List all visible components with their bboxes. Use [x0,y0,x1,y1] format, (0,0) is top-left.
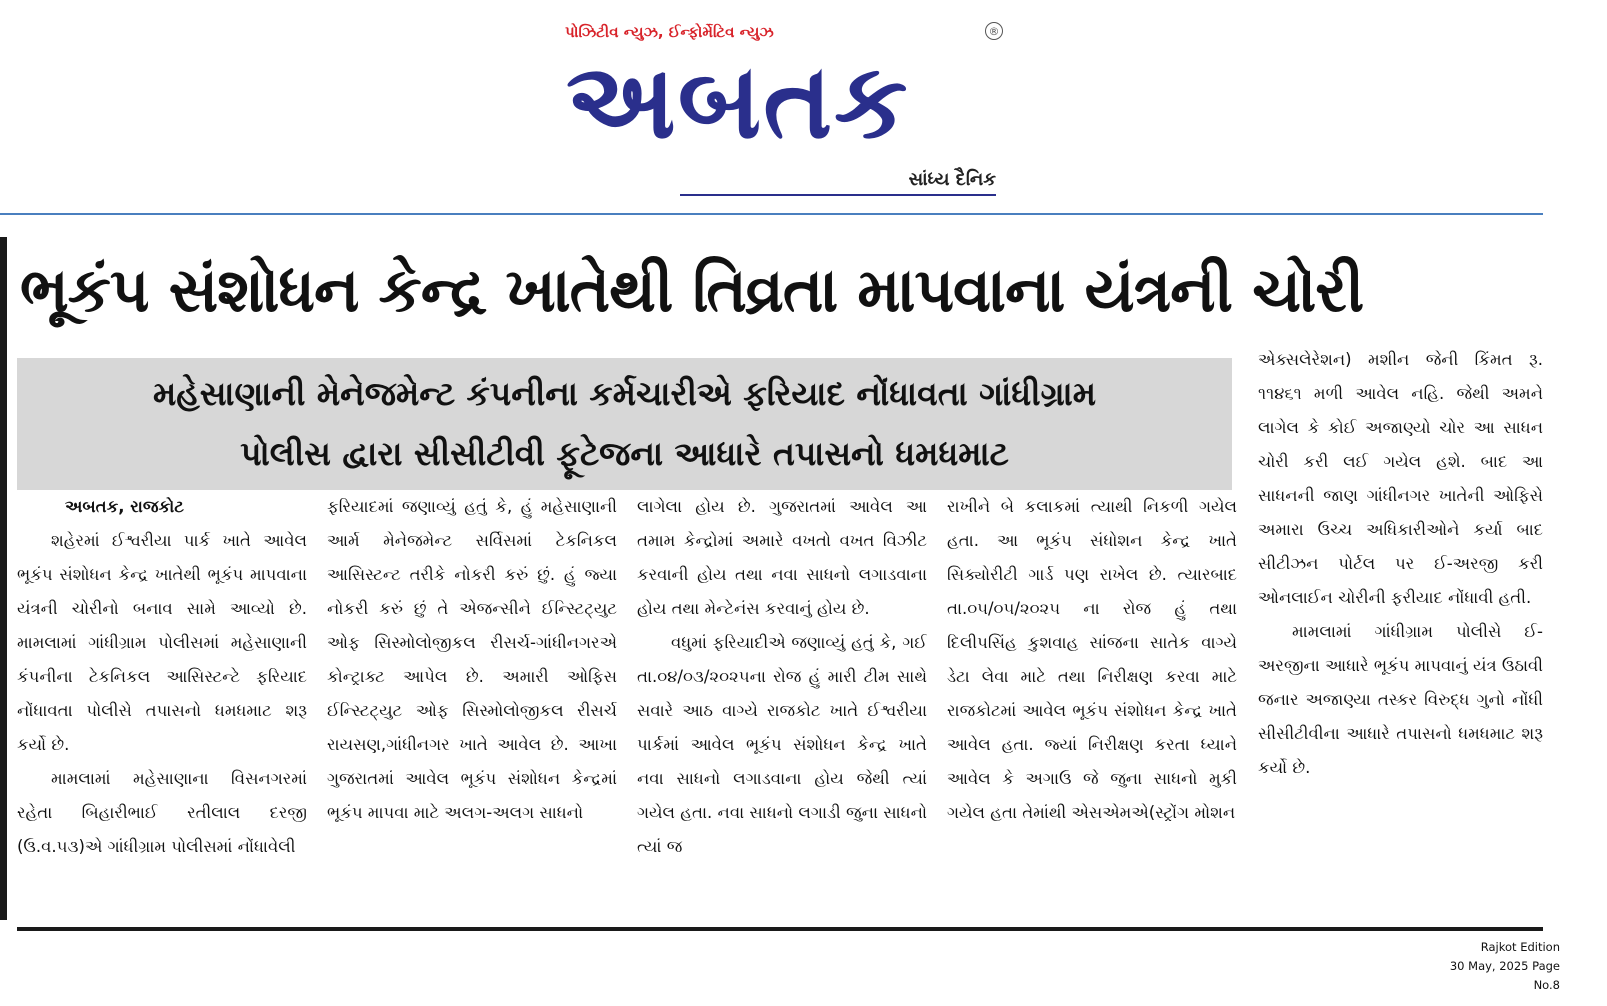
edition-info [1425,938,1560,992]
masthead [0,0,1607,215]
column-4-paragraph-1: રાખીને બે કલાકમાં ત્યાથી નિકળી ગયેલ હતા. આ ભૂકંપ સંધોશન કેન્દ્ર ખાતે સિક્યોરીટી ગાર્ડ પણ રાખેલ છે. ત્યારબાદ તા.૦૫/૦૫/૨૦૨૫ ના રોજ હું તથા દિલીપસિંહ કુશવાહ સાંજના સાતેક વાગ્યે ડેટા લેવા માટે તથા નિરીક્ષણ કરવા માટે રાજકોટમાં આવેલ ભૂકંપ સંશોધન કેન્દ્ર ખાતે આવેલ હતા. જ્યાં નિરીક્ષણ કરતા ધ્યાને આવેલ કે અગાઉ જે જુના સાધનો મુકી ગયેલ હતા તેમાંથી એસએમએ(સ્ટ્રોંગ મોશન [947,497,1237,822]
edition-date-page: 30 May, 2025 Page No.8 [1449,959,1560,992]
article-side-rule [0,237,7,920]
article-column-5 [1258,343,1543,923]
column-2-paragraph-1: ફરિયાદમાં જણાવ્યું હતું કે, હું મહેસાણાની આર્મ મેનેજમેન્ટ સર્વિસમાં ટેકનિકલ આસિસ્ટન્ટ તરીકે નોકરી કરું છું. હું જ્યા નોકરી કરું છું તે એજન્સીને ઈન્સ્ટિટ્યુટ ઓફ સિસ્મોલોજીકલ રીસર્ચ-ગાંધીનગરએ કોન્ટ્રાક્ટ આપેલ છે. અમારી ઓફિસ ઈન્સ્ટિટ્યુટ ઓફ સિસ્મોલોજીકલ રીસર્ચ રાયસણ,ગાંધીનગર ખાતે આવેલ છે. આખા ગુજરાતમાં આવેલ ભૂકંપ સંશોધન કેન્દ્રમાં ભૂકંપ માપવા માટે અલગ-અલગ સાધનો [327,497,617,822]
masthead-tagline: પોઝિટીવ ન્યુઝ, ઈન્ફોર્મેટિવ ન્યુઝ [565,23,774,41]
article-headline: ભૂકંપ સંશોધન કેન્દ્ર ખાતેથી તિવ્રતા માપવાના યંત્રની ચોરી [20,255,1364,326]
article-bottom-rule [17,927,1543,931]
subheadline-line-1: મહેસાણાની મેનેજમેન્ટ કંપનીના કર્મચારીએ ફરિયાદ નોંધાવતા ગાંધીગ્રામ [152,374,1097,413]
column-1-paragraph-1: શહેરમાં ઈશ્વરીયા પાર્ક ખાતે આવેલ ભૂકંપ સંશોધન કેન્દ્ર ખાતેથી ભૂકંપ માપવાના યંત્રની ચોરીનો બનાવ સામે આવ્યો છે. મામલામાં ગાંધીગ્રામ પોલીસમાં મહેસાણાની કંપનીના ટેકનિકલ આસિસ્ટન્ટે ફરિયાદ નોંધાવતા પોલીસે તપાસનો ધમધમાટ શરૂ કર્યો છે. [17,531,307,754]
column-1-paragraph-2: મામલામાં મહેસાણાના વિસનગરમાં રહેતા બિહારીભાઈ રતીલાલ દરજી (ઉ.વ.૫૩)એ ગાંધીગ્રામ પોલીસમાં નોંધાવેલી [17,769,307,856]
article-byline: અબતક, રાજકોટ [65,497,184,516]
article-column-2 [327,490,617,920]
newspaper-logo[interactable]: અબતક [566,42,910,160]
column-3-paragraph-2: વધુમાં ફરિયાદીએ જણાવ્યું હતું કે, ગઈ તા.૦૪/૦૩/૨૦૨૫ના રોજ હું મારી ટીમ સાથે સવારે આઠ વાગ્યે રાજકોટ ખાતે ઈશ્વરીયા પાર્કમાં આવેલ ભૂકંપ સંશોધન કેન્દ્ર ખાતે નવા સાધનો લગાડવાના હોય જેથી ત્યાં ગયેલ હતા. નવા સાધનો લગાડી જુના સાધનો ત્યાં જ [637,633,927,856]
article-subheadline [17,358,1232,490]
registered-mark: ® [985,22,1003,40]
article-column-1 [17,490,307,920]
masthead-divider [0,213,1543,215]
column-5-paragraph-2: મામલામાં ગાંધીગ્રામ પોલીસે ઈ-અરજીના આધારે ભૂકંપ માપવાનું યંત્ર ઉઠાવી જનાર અજાણ્યા તસ્કર વિરુદ્ધ ગુનો નોંધી સીસીટીવીના આધારે તપાસનો ધમધમાટ શરૂ કર્યો છે. [1258,622,1543,777]
subheadline-line-2: પોલીસ દ્વારા સીસીટીવી ફૂટેજના આધારે તપાસનો ધમધમાટ [240,434,1009,473]
column-3-paragraph-1: લાગેલા હોય છે. ગુજરાતમાં આવેલ આ તમામ કેન્દ્રોમાં અમારે વખતો વખત વિઝીટ કરવાની હોય તથા નવા સાધનો લગાડવાના હોય તથા મેન્ટેનંસ કરવાનું હોય છે. [637,497,927,618]
article-column-3 [637,490,927,920]
edition-name: Rajkot Edition [1480,940,1560,954]
masthead-subtitle: સાંધ્ય દૈનિક [680,166,996,196]
article-column-4 [947,490,1237,920]
column-5-paragraph-1: એક્સલેરેશન) મશીન જેની કિંમત રૂ. ૧૧૪૬૧ મળી આવેલ નહિ. જેથી અમને લાગેલ કે કોઈ અજાણ્યો ચોર આ સાધન ચોરી કરી લઈ ગયેલ હશે. બાદ આ સાધનની જાણ ગાંધીનગર ખાતેની ઓફિસે અમારા ઉચ્ચ અધિકારીઓને કર્યા બાદ સીટીઝન પોર્ટલ પર ઈ-અરજી કરી ઓનલાઈન ચોરીની ફરીયાદ નોંધાવી હતી. [1258,350,1543,607]
